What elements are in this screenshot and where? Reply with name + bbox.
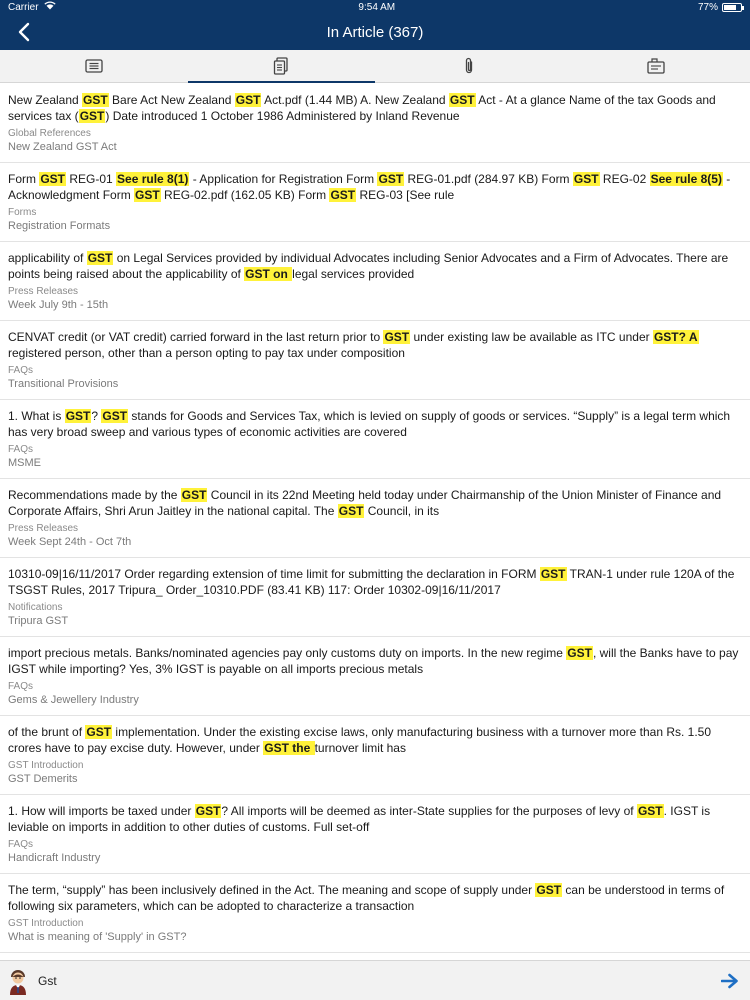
search-highlight: GST bbox=[195, 804, 221, 818]
result-subcategory: Registration Formats bbox=[8, 220, 111, 232]
result-subcategory: What is meaning of 'Supply' in GST? bbox=[8, 931, 187, 943]
search-highlight: See rule 8(1) bbox=[117, 172, 189, 186]
result-subcategory: GST Demerits bbox=[8, 773, 78, 785]
nav-bar bbox=[0, 14, 750, 50]
list-icon bbox=[85, 59, 103, 73]
send-button[interactable] bbox=[710, 961, 750, 1000]
result-item[interactable] bbox=[0, 242, 750, 321]
result-category: FAQs bbox=[8, 839, 34, 850]
result-snippet: import precious metals. Banks/nominated agencies pay only customs duty on imports. In the new regime GST, will the Banks have to pay IGST while importing? Yes, 3% IGST is payable on all imports precious metals bbox=[8, 646, 739, 676]
tab-attachments[interactable] bbox=[375, 50, 563, 82]
result-snippet: Form GST REG-01 See rule 8(1) - Application for Registration Form GST REG-01.pdf (284.97 KB) Form GST REG-02 See rule 8(5) - Acknowledgment Form GST REG-02.pdf (162.05 KB) Form GST REG-03 [See rule bbox=[8, 172, 731, 202]
result-category: Press Releases bbox=[8, 523, 79, 534]
search-highlight: GST? A bbox=[653, 330, 698, 344]
carrier-label: Carrier bbox=[8, 1, 39, 13]
result-snippet: Recommendations made by the GST Council in its 22nd Meeting held today under Chairmanship of the Union Minister of Finance and Corporate Affairs, Shri Arun Jaitley in the national capital. The GST Council, in its bbox=[8, 488, 722, 518]
result-item[interactable] bbox=[0, 321, 750, 400]
tab-bookmarks[interactable] bbox=[563, 50, 750, 82]
result-snippet: 10310-09|16/11/2017 Order regarding extension of time limit for submitting the declaration in FORM GST TRAN-1 under rule 120A of the TSGST Rules, 2017 Tripura_ Order_10310.PDF (83.41 KB) 117: Order 10302-09|16/11/2017 bbox=[8, 567, 735, 597]
bookmark-card-icon bbox=[647, 58, 665, 74]
result-subcategory: Gems & Jewellery Industry bbox=[8, 694, 139, 706]
search-highlight: GST bbox=[79, 109, 105, 123]
result-item[interactable] bbox=[0, 716, 750, 795]
result-subcategory: Week July 9th - 15th bbox=[8, 299, 109, 311]
search-highlight: GST bbox=[637, 804, 663, 818]
result-item[interactable] bbox=[0, 400, 750, 479]
search-highlight: GST bbox=[567, 646, 592, 660]
result-subcategory: MSME bbox=[8, 457, 41, 469]
tab-bar bbox=[0, 50, 750, 83]
result-item[interactable] bbox=[0, 479, 750, 558]
result-category: FAQs bbox=[8, 681, 34, 692]
search-highlight: GST bbox=[135, 188, 160, 202]
result-snippet: New Zealand GST Bare Act New Zealand GST Act.pdf (1.44 MB) A. New Zealand GST Act - At a glance Name of the tax Goods and services tax (GST) Date introduced 1 October 1986 Administered by Inland Revenue bbox=[8, 93, 716, 123]
result-item[interactable] bbox=[0, 637, 750, 716]
status-bar bbox=[0, 0, 750, 14]
search-highlight: GST bbox=[540, 567, 566, 581]
result-item[interactable] bbox=[0, 795, 750, 874]
search-bar bbox=[0, 960, 750, 1000]
wifi-icon bbox=[44, 1, 56, 13]
tab-documents[interactable] bbox=[188, 50, 376, 82]
search-highlight: GST bbox=[330, 188, 356, 202]
search-highlight: GST bbox=[536, 883, 562, 897]
search-highlight: GST bbox=[86, 725, 112, 739]
results-list bbox=[0, 84, 750, 960]
result-snippet: of the brunt of GST implementation. Under the existing excise laws, only manufacturing business with a turnover more than Rs. 1.50 crores have to pay excise duty. However, under GST the turnover limit has bbox=[8, 725, 712, 755]
search-highlight: GST on bbox=[245, 267, 292, 281]
result-item[interactable] bbox=[0, 84, 750, 163]
search-highlight: GST bbox=[573, 172, 599, 186]
search-highlight: GST bbox=[235, 93, 261, 107]
result-category: FAQs bbox=[8, 365, 34, 376]
search-highlight: GST bbox=[338, 504, 364, 518]
back-button[interactable] bbox=[14, 20, 34, 44]
result-category: GST Introduction bbox=[8, 760, 84, 771]
search-highlight: GST bbox=[181, 488, 207, 502]
search-highlight: GST bbox=[87, 251, 113, 265]
page-title: In Article (367) bbox=[326, 23, 424, 41]
result-subcategory: Transitional Provisions bbox=[8, 378, 119, 390]
result-snippet: applicability of GST on Legal Services provided by individual Advocates including Senior Advocates and a Firm of Advocates. There are points being raised about the applicability of GST on legal services provided bbox=[8, 251, 729, 281]
result-item[interactable] bbox=[0, 558, 750, 637]
attachment-icon bbox=[463, 57, 475, 75]
result-subcategory: Week Sept 24th - Oct 7th bbox=[8, 536, 132, 548]
search-highlight: GST bbox=[65, 409, 91, 423]
result-snippet: CENVAT credit (or VAT credit) carried forward in the last return prior to GST under existing law be available as ITC under GST? A registered person, other than a person opting to pay tax under composition bbox=[8, 330, 698, 360]
status-time: 9:54 AM bbox=[358, 1, 396, 13]
result-category: Global References bbox=[8, 128, 91, 139]
result-category: Notifications bbox=[8, 602, 63, 613]
search-highlight: GST bbox=[449, 93, 475, 107]
documents-icon bbox=[273, 57, 289, 75]
result-snippet: The term, “supply” has been inclusively defined in the Act. The meaning and scope of supply under GST can be understood in terms of following six parameters, which can be adopted to characterize a transaction bbox=[8, 883, 725, 913]
result-category: Forms bbox=[8, 207, 37, 218]
search-input[interactable] bbox=[38, 966, 710, 996]
chevron-left-icon bbox=[18, 22, 30, 42]
battery-icon bbox=[722, 3, 742, 12]
avatar-icon[interactable] bbox=[6, 966, 30, 996]
result-category: GST Introduction bbox=[8, 918, 84, 929]
search-highlight: GST bbox=[102, 409, 128, 423]
result-snippet: 1. What is GST? GST stands for Goods and Services Tax, which is levied on supply of goods or services. “Supply” is a legal term which has very broad sweep and various types of economic activities are covered bbox=[8, 409, 731, 439]
result-subcategory: Tripura GST bbox=[8, 615, 69, 627]
battery-percent: 77% bbox=[697, 1, 718, 13]
result-item[interactable] bbox=[0, 163, 750, 242]
result-subcategory: New Zealand GST Act bbox=[8, 141, 117, 153]
tab-list[interactable] bbox=[0, 50, 188, 82]
search-highlight: GST bbox=[378, 172, 404, 186]
search-highlight: GST the bbox=[264, 741, 314, 755]
result-item[interactable] bbox=[0, 874, 750, 953]
arrow-right-icon bbox=[721, 973, 739, 989]
search-highlight: GST bbox=[83, 93, 108, 107]
result-subcategory: Handicraft Industry bbox=[8, 852, 101, 864]
result-category: FAQs bbox=[8, 444, 34, 455]
result-snippet: 1. How will imports be taxed under GST? All imports will be deemed as inter-State supplies for the purposes of levy of GST. IGST is leviable on imports in addition to other duties of customs. Full set-off bbox=[8, 804, 711, 834]
result-category: Press Releases bbox=[8, 286, 79, 297]
search-highlight: See rule 8(5) bbox=[650, 172, 722, 186]
search-highlight: GST bbox=[384, 330, 410, 344]
search-highlight: GST bbox=[40, 172, 66, 186]
